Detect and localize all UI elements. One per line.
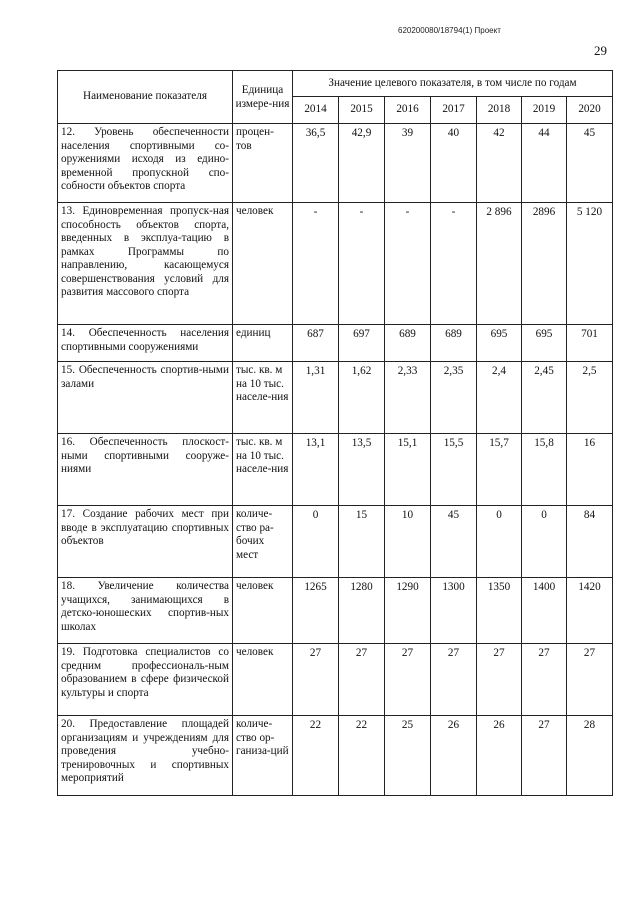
header-year: 2020	[567, 97, 613, 124]
indicator-value: 1350	[477, 578, 522, 644]
indicator-value: 1400	[522, 578, 567, 644]
indicator-value: 44	[522, 124, 567, 203]
indicator-value: 26	[431, 716, 477, 796]
table-row	[58, 578, 613, 644]
indicator-value: 26	[477, 716, 522, 796]
document-code: 620200080/18794(1) Проект	[398, 26, 501, 35]
table-row	[58, 362, 613, 434]
table-row	[58, 325, 613, 362]
indicator-value: 27	[431, 644, 477, 716]
table-row	[58, 644, 613, 716]
indicator-name: 20. Предоставление площадей организациям и учреждениям для проведения учебно-тренировочных и спортивных мероприятий	[58, 716, 233, 796]
indicator-unit: количе-ство ра-бочих мест	[233, 506, 293, 578]
indicator-unit: тыс. кв. м на 10 тыс. населе-ния	[233, 434, 293, 506]
indicator-unit: тыс. кв. м на 10 тыс. населе-ния	[233, 362, 293, 434]
indicator-value: 27	[522, 644, 567, 716]
indicator-value: 0	[522, 506, 567, 578]
header-year: 2018	[477, 97, 522, 124]
indicator-value: -	[339, 203, 385, 325]
indicator-value: 27	[567, 644, 613, 716]
indicator-value: 22	[293, 716, 339, 796]
table-row	[58, 124, 613, 203]
indicator-value: 45	[431, 506, 477, 578]
indicator-unit: процен-тов	[233, 124, 293, 203]
indicator-value: 22	[339, 716, 385, 796]
indicator-value: 15,8	[522, 434, 567, 506]
table-body	[58, 124, 613, 796]
indicator-value: 1280	[339, 578, 385, 644]
indicator-value: 2896	[522, 203, 567, 325]
page-number: 29	[594, 43, 607, 58]
indicator-value: 1,31	[293, 362, 339, 434]
indicator-name: 18. Увеличение количества учащихся, занимающихся в детско-юношеских спортив-ных школах	[58, 578, 233, 644]
indicator-unit: количе-ство ор-ганиза-ций	[233, 716, 293, 796]
indicator-value: 0	[293, 506, 339, 578]
indicator-unit: человек	[233, 203, 293, 325]
indicator-value: 1290	[385, 578, 431, 644]
indicators-table	[57, 70, 613, 796]
header-indicator-name: Наименование показателя	[58, 71, 233, 124]
indicator-unit: человек	[233, 578, 293, 644]
indicator-value: -	[385, 203, 431, 325]
indicator-value: 13,5	[339, 434, 385, 506]
table-row	[58, 434, 613, 506]
indicator-name: 17. Создание рабочих мест при вводе в эксплуатацию спортивных объектов	[58, 506, 233, 578]
header-year: 2016	[385, 97, 431, 124]
indicator-value: 16	[567, 434, 613, 506]
indicator-name: 13. Единовременная пропуск-ная способность объектов спорта, введенных в эксплуа-тацию в рамках Программы по направлению, касающемуся совершенствования условий для развития массового спорта	[58, 203, 233, 325]
indicator-value: -	[431, 203, 477, 325]
indicator-name: 12. Уровень обеспеченности населения спортивными со-оружениями исходя из едино-временной пропускной спо-собности объектов спорта	[58, 124, 233, 203]
header-year: 2015	[339, 97, 385, 124]
indicator-value: 13,1	[293, 434, 339, 506]
indicator-value: 36,5	[293, 124, 339, 203]
indicator-value: 15,5	[431, 434, 477, 506]
indicator-value: 25	[385, 716, 431, 796]
indicator-value: 2,5	[567, 362, 613, 434]
indicator-value: 27	[522, 716, 567, 796]
table-row	[58, 203, 613, 325]
indicator-value: 15,7	[477, 434, 522, 506]
indicator-value: 27	[477, 644, 522, 716]
indicator-name: 16. Обеспеченность плоскост-ными спортивными сооруже-ниями	[58, 434, 233, 506]
table-row	[58, 506, 613, 578]
header-year: 2019	[522, 97, 567, 124]
indicator-value: 10	[385, 506, 431, 578]
indicator-value: 42	[477, 124, 522, 203]
indicator-name: 15. Обеспеченность спортив-ными залами	[58, 362, 233, 434]
indicator-value: 1,62	[339, 362, 385, 434]
indicator-value: 27	[339, 644, 385, 716]
indicator-value: 84	[567, 506, 613, 578]
indicator-value: 689	[431, 325, 477, 362]
indicator-value: 2,33	[385, 362, 431, 434]
header-unit: Единица измере-ния	[233, 71, 293, 124]
indicator-value: 27	[293, 644, 339, 716]
header-year: 2014	[293, 97, 339, 124]
indicator-value: 1420	[567, 578, 613, 644]
indicator-value: 695	[477, 325, 522, 362]
indicator-value: 1265	[293, 578, 339, 644]
indicator-value: 687	[293, 325, 339, 362]
indicator-value: 689	[385, 325, 431, 362]
indicator-value: 45	[567, 124, 613, 203]
indicator-name: 19. Подготовка специалистов со средним профессиональ-ным образованием в сфере физической культуры и спорта	[58, 644, 233, 716]
header-values: Значение целевого показателя, в том числе по годам	[293, 71, 613, 97]
indicator-name: 14. Обеспеченность населения спортивными сооружениями	[58, 325, 233, 362]
indicator-value: 701	[567, 325, 613, 362]
indicator-value: 695	[522, 325, 567, 362]
indicator-value: 1300	[431, 578, 477, 644]
indicator-value: 697	[339, 325, 385, 362]
table-row	[58, 716, 613, 796]
indicator-value: 40	[431, 124, 477, 203]
indicator-unit: единиц	[233, 325, 293, 362]
header-year: 2017	[431, 97, 477, 124]
indicator-value: 42,9	[339, 124, 385, 203]
indicator-value: 0	[477, 506, 522, 578]
indicator-value: 28	[567, 716, 613, 796]
indicator-value: 27	[385, 644, 431, 716]
indicator-value: 5 120	[567, 203, 613, 325]
indicator-value: 2,35	[431, 362, 477, 434]
indicator-value: 15,1	[385, 434, 431, 506]
indicator-value: -	[293, 203, 339, 325]
indicator-unit: человек	[233, 644, 293, 716]
indicator-value: 15	[339, 506, 385, 578]
indicator-value: 2,45	[522, 362, 567, 434]
indicator-value: 2,4	[477, 362, 522, 434]
indicator-value: 2 896	[477, 203, 522, 325]
indicator-value: 39	[385, 124, 431, 203]
